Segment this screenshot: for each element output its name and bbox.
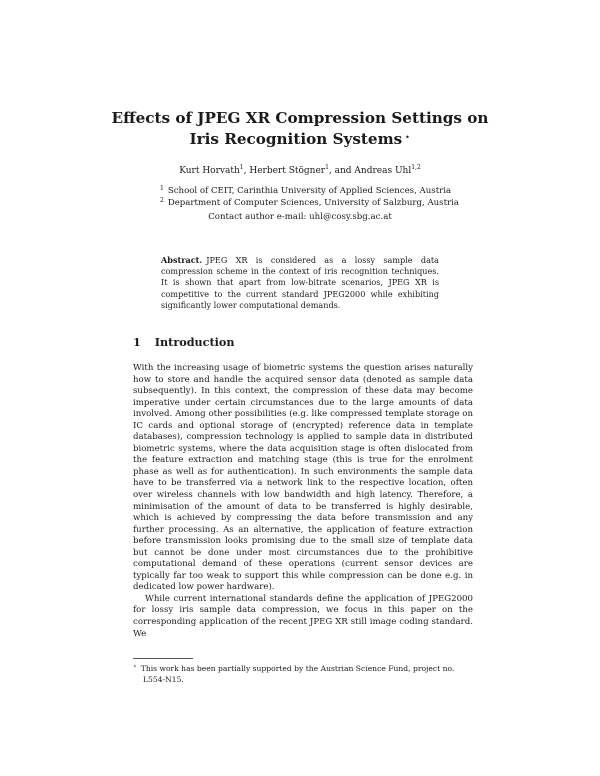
abstract xyxy=(161,255,439,311)
author-affiliation-mark: 1 xyxy=(239,164,244,171)
body-paragraph: With the increasing usage of biometric systems the question arises naturally how to store and handle the acquired sensor data (denoted as sample data subsequently). In this context, the compression of these data may become imperative under certain circumstances due to the large amounts of data involved. Among other possibilities (e.g. like compressed template storage on IC cards and optional storage of (encrypted) reference data in template databases), compression technology is applied to sample data in distributed biometric systems, where the data acquisition stage is often dislocated from the feature extraction and matching stage (this is true for the enrolment phase as well as for authentication). In such environments the sample data have to be transferred via a network link to the respective location, often over wireless channels with low bandwidth and high latency. Therefore, a minimisation of the amount of data to be transferred is highly desirable, which is achieved by compressing the data before transmission and any further processing. As an alternative, the application of feature extraction before transmission looks promising due to the small size of template data but cannot be done under most circumstances due to the prohibitive computational demand of these operations (current sensor devices are typically far too weak to support this while compression can be done e.g. in dedicated low power hardware). xyxy=(133,363,473,593)
footnote-rule xyxy=(133,658,193,659)
author-affiliation-mark: 1,2 xyxy=(411,164,421,171)
affiliation-mark: 1 xyxy=(160,185,164,192)
section-number: 1 xyxy=(133,335,141,349)
section-title: Introduction xyxy=(154,335,235,349)
title-footnote-mark: ⋆ xyxy=(404,132,411,143)
affiliation-mark: 2 xyxy=(160,197,164,204)
author-list xyxy=(60,165,540,177)
author-separator: , xyxy=(243,166,250,176)
author-separator: , and xyxy=(328,166,355,176)
author-name: Herbert Stögner xyxy=(249,166,326,176)
author-name: Andreas Uhl xyxy=(354,166,412,176)
affiliation-text: School of CEIT, Carinthia University of Applied Sciences, Austria xyxy=(167,186,452,196)
section-heading xyxy=(133,335,234,349)
footnote-line: L554-N15. xyxy=(143,674,184,684)
affiliation-item xyxy=(160,185,460,197)
paper-title xyxy=(60,108,540,149)
footnote-line xyxy=(133,662,473,675)
abstract-label: Abstract. xyxy=(161,255,203,265)
affiliation-text: Department of Computer Sciences, University of Salzburg, Austria xyxy=(167,198,460,208)
abstract-text: JPEG XR is considered as a lossy sample data compression scheme in the context of iris recognition techniques. It is shown that apart from low-bitrate scenarios, JPEG XR is competitive to the current standard JPEG2000 while exhibiting significantly lower computational demands. xyxy=(161,255,439,310)
author-affiliation-mark: 1 xyxy=(325,164,329,171)
title-line-2: Iris Recognition Systems xyxy=(189,130,403,148)
footnote xyxy=(133,662,473,685)
affiliation-item xyxy=(160,197,460,209)
affiliation-list xyxy=(160,185,460,209)
body-paragraph: While current international standards define the application of JPEG2000 for lossy iris sample data compression, we focus in this paper on the corresponding application of the recent JPEG XR still image coding standard. We xyxy=(133,593,473,639)
title-line-1: Effects of JPEG XR Compression Settings on xyxy=(111,109,489,127)
footnote-text: This work has been partially supported by the Austrian Science Fund, project no. xyxy=(140,664,455,673)
section-body xyxy=(133,363,473,640)
contact-email: Contact author e-mail: uhl@cosy.sbg.ac.at xyxy=(208,212,392,222)
author-name: Kurt Horvath xyxy=(179,166,240,176)
footnote-mark: ⋆ xyxy=(133,663,137,670)
